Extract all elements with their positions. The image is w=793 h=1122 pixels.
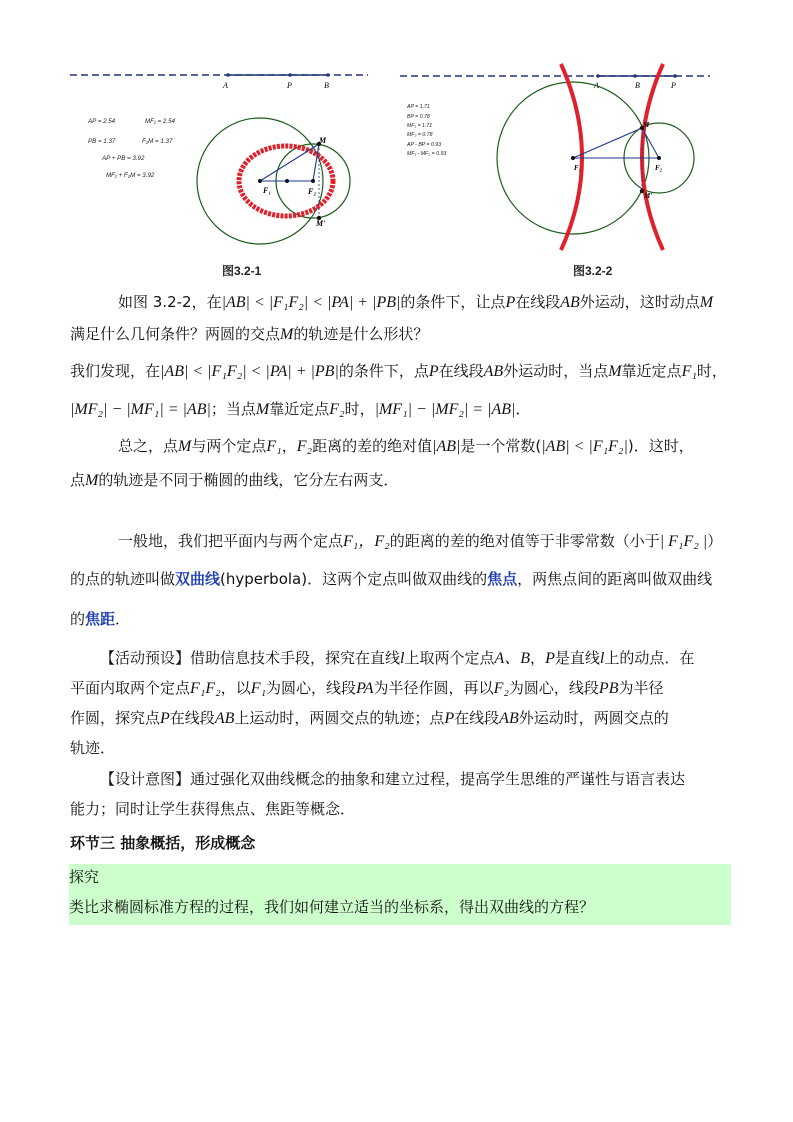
label2-m-prime: M' — [644, 192, 653, 200]
paragraph-summary-cont: 点M的轨迹是不同于椭圆的曲线，它分左右两支． — [70, 471, 399, 489]
paragraph-activity: 【活动预设】借助信息技术手段，探究在直线l上取两个定点A、B，P是直线l上的动点．在 — [100, 649, 695, 667]
label-f1: F₁ — [263, 186, 272, 195]
section-heading: 环节三 抽象概括，形成概念 — [70, 834, 256, 852]
math-condition: |AB| < |F₁F₂| < |PA| + |PB| — [221, 294, 401, 311]
readout-sum1: AP + PB = 3.92 — [102, 155, 145, 162]
readout2-diff2: MF₁ - MF₂ = 0.93 — [407, 151, 447, 157]
paragraph-definition: 一般地，我们把平面内与两个定点F₁，F₂的距离的差的绝对值等于非零常数（小于| F₁F₂ |） — [118, 532, 723, 550]
label-a: A — [223, 81, 228, 90]
paragraph-design: 【设计意图】通过强化双曲线概念的抽象和建立过程，提高学生思维的严谨性与语言表达 — [100, 770, 686, 788]
paragraph-finding: 我们发现，在|AB| < |F₁F₂| < |PA| + |PB|的条件下，点P在线段AB外运动时，当点M靠近定点F₁时， — [70, 362, 727, 380]
label2-f2: F₂ — [655, 164, 663, 172]
paragraph-design-cont: 能力；同时让学生获得焦点、焦距等概念． — [70, 800, 356, 818]
label-f2: F₂ — [308, 187, 317, 196]
explore-box-title: 探究 — [69, 868, 100, 886]
paragraph-activity-2: 平面内取两个定点F₁F₂，以F₁为圆心，线段PA为半径作圆，再以F₂为圆心，线段PB为半径 — [70, 679, 664, 697]
label-p-2: P — [671, 81, 676, 90]
segment-mf2-2 — [642, 128, 659, 158]
figure-3-2-1 — [60, 60, 380, 255]
math-eq1: |MF₂| − |MF₁| = |AB| — [70, 401, 211, 418]
label-m: M — [319, 136, 327, 145]
explore-box — [69, 864, 731, 925]
segment-mf1 — [260, 144, 319, 181]
readout2-mf1: MF₁ = 1.71 — [407, 123, 433, 129]
paragraph-activity-3: 作圆，探究点P在线段AB上运动时，两圆交点的轨迹；点P在线段AB外运动时，两圆交点的 — [70, 709, 669, 727]
readout-pb: PB = 1.37 — [88, 138, 116, 145]
label-a-2: A — [594, 81, 599, 90]
label2-m: M — [643, 121, 650, 129]
paragraph-question: 如图 3.2-2，在|AB| < |F₁F₂| < |PA| + |PB|的条件下，让点P在线段AB外运动，这时动点M — [118, 293, 714, 311]
paragraph-finding-cont: |MF₂| − |MF₁| = |AB|；当点M靠近定点F₂时，|MF₁| − |MF₂| = |AB|． — [70, 400, 531, 418]
figure-3-2-2-svg — [395, 60, 715, 255]
term-hyperbola: 双曲线 — [175, 570, 221, 588]
paragraph-definition-cont: 的点的轨迹叫做双曲线(hyperbola)．这两个定点叫做双曲线的焦点，两焦点间的距离叫做双曲线 — [70, 570, 713, 588]
readout2-ap: AP = 1.71 — [407, 104, 430, 110]
term-focal-distance: 焦距 — [85, 610, 116, 628]
paragraph-summary: 总之，点M与两个定点F₁，F₂距离的差的绝对值|AB|是一个常数(|AB| < |F₁F₂|)．这时， — [118, 437, 694, 455]
paragraph-question-cont: 满足什么几何条件？两圆的交点M的轨迹是什么形状？ — [70, 325, 429, 343]
figure-3-2-1-caption: 图3.2-1 — [222, 264, 262, 278]
label-p: P — [287, 81, 292, 90]
readout-f2m: F₂M = 1.37 — [142, 138, 173, 145]
figure-3-2-1-svg — [60, 60, 380, 255]
math-eq2: |MF₁| − |MF₂| = |AB| — [374, 401, 516, 418]
readout2-bp: BP = 0.78 — [407, 114, 430, 120]
term-focus: 焦点 — [487, 570, 518, 588]
paragraph-activity-4: 轨迹． — [70, 739, 116, 757]
paragraph-definition-end: 的焦距． — [70, 610, 131, 628]
readout2-diff1: AP - BP = 0.93 — [407, 142, 442, 148]
label2-f1: F₁ — [574, 164, 582, 172]
label-m-prime: M' — [316, 219, 326, 228]
readout-mf1: MF₁ = 2.54 — [145, 118, 175, 125]
label-b-2: B — [635, 81, 640, 90]
explore-box-text: 类比求椭圆标准方程的过程，我们如何建立适当的坐标系，得出双曲线的方程？ — [69, 898, 595, 916]
readout2-mf2: MF₂ = 0.78 — [407, 132, 433, 138]
readout-ap: AP = 2.54 — [88, 118, 116, 125]
readout-sum2: MF₁ + F₂M = 3.92 — [106, 172, 155, 179]
figure-3-2-2-caption: 图3.2-2 — [573, 264, 613, 278]
label-b: B — [324, 81, 329, 90]
figure-3-2-2 — [395, 60, 715, 255]
